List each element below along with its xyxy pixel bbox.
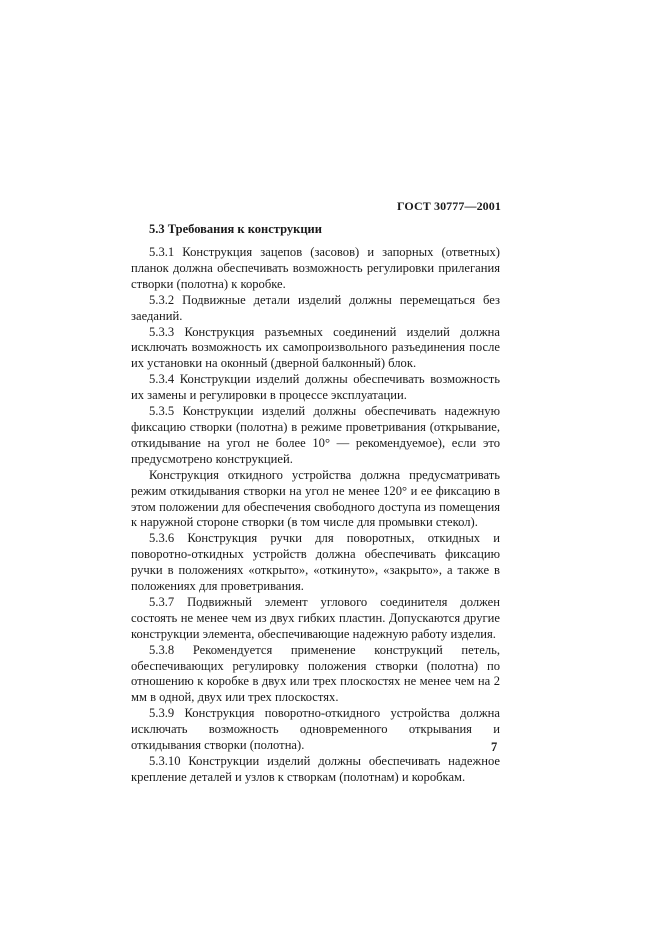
paragraph-5-3-5-cont: Конструкция откидного устройства должна предусматривать режим откидывания створки на угол не менее 120° и ее фиксацию в этом положении для обеспечения свободного доступа из помещения к наружной стороне створки (в том числе для промывки стекол). [131,467,500,530]
paragraph-5-3-6: 5.3.6 Конструкция ручки для поворотных, откидных и поворотно-откидных устройств должна обеспечивать фиксацию ручки в положениях «открыто», «откинуто», «закрыто», а также в положениях для проветривания. [131,531,500,594]
section-body [131,245,500,786]
paragraph-5-3-8: 5.3.8 Рекомендуется применение конструкций петель, обеспечивающих регулировку положения створки (полотна) по отношению к коробке в двух или трех плоскостях не менее чем на 2 мм в одной, двух или трех плоскостях. [131,642,500,705]
document-code-header: ГОСТ 30777—2001 [397,199,501,213]
paragraph-5-3-3: 5.3.3 Конструкция разъемных соединений изделий должна исключать возможность их самопроизвольного разъединения после их установки на оконный (дверной балконный) блок. [131,324,500,371]
paragraph-5-3-2: 5.3.2 Подвижные детали изделий должны перемещаться без заеданий. [131,292,500,323]
paragraph-5-3-9: 5.3.9 Конструкция поворотно-откидного устройства должна исключать возможность одновременного открывания и откидывания створки (полотна). [131,706,500,753]
page-number: 7 [491,740,498,754]
paragraph-5-3-7: 5.3.7 Подвижный элемент углового соединителя должен состоять не менее чем из двух гибких пластин. Допускаются другие конструкции элемента, обеспечивающие надежную работу изделия. [131,594,500,641]
paragraph-5-3-4: 5.3.4 Конструкции изделий должны обеспечивать возможность их замены и регулировки в процессе эксплуатации. [131,372,500,403]
paragraph-5-3-1: 5.3.1 Конструкция зацепов (засовов) и запорных (ответных) планок должна обеспечивать возможность регулировки прилегания створки (полотна) к коробке. [131,245,500,291]
paragraph-5-3-10: 5.3.10 Конструкции изделий должны обеспечивать надежное крепление деталей и узлов к створкам (полотнам) и коробкам. [131,754,500,784]
paragraph-5-3-5: 5.3.5 Конструкции изделий должны обеспечивать надежную фиксацию створки (полотна) в режиме проветривания (открывание, откидывание на угол не более 10° — рекомендуемое), если это предусмотрено конструкцией. [131,404,500,466]
section-title: 5.3 Требования к конструкции [149,222,322,236]
